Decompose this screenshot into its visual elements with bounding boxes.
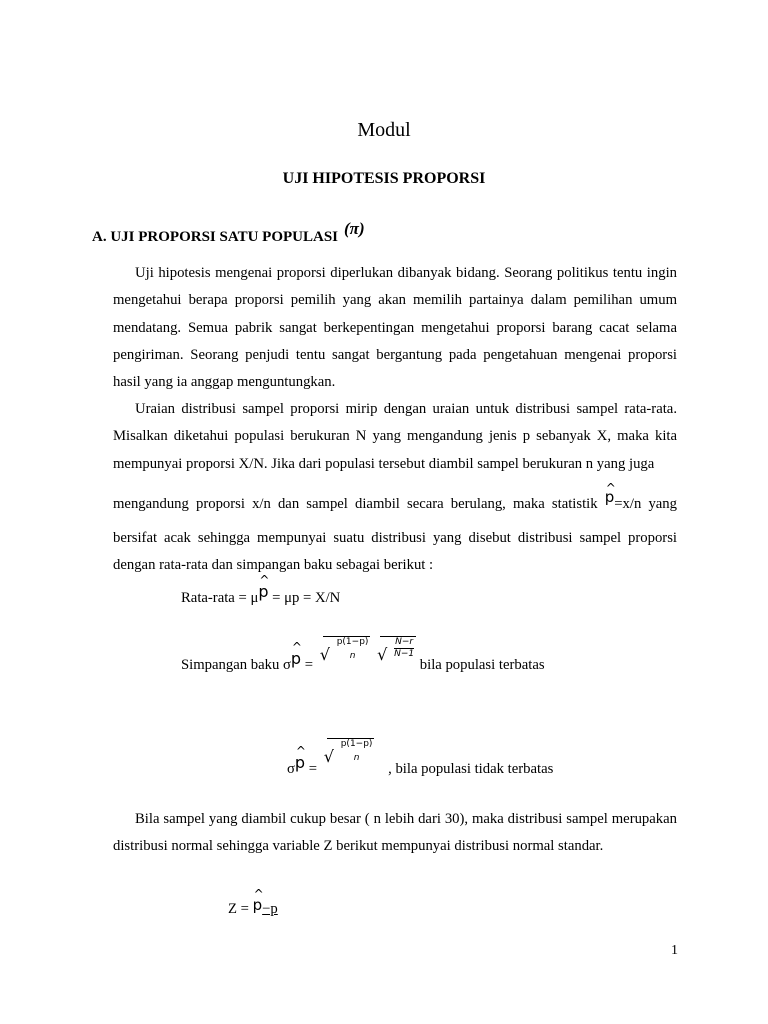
paragraph-2a: Uraian distribusi sampel proporsi mirip dengan uraian untuk distribusi sampel rata-rata. Misalkan diketahui populasi berukuran N yang mengandung jenis p sebanyak X, maka kita mempunyai proporsi X/N. Jika dari populasi tersebut diambil sampel berukuran n yang juga [113, 401, 677, 472]
fraction-2-denominator: N−1 [394, 649, 415, 659]
infinite-population-label: , bila populasi tidak terbatas [388, 761, 554, 777]
equals-sign: = [305, 761, 321, 777]
fraction-3-denominator: n [353, 753, 360, 763]
p-hat-symbol: ^ p [605, 484, 615, 511]
equals-sign: = [301, 657, 317, 673]
sqrt-fraction-3 [327, 738, 375, 763]
module-title: Modul [357, 119, 411, 141]
sigma-symbol: σ [287, 761, 295, 777]
sqrt-fraction-1 [323, 636, 371, 661]
std-dev-infinite-formula [287, 738, 554, 777]
finite-population-label: bila populasi terbatas [419, 657, 545, 673]
std-dev-finite-formula [181, 636, 545, 673]
fraction-1-denominator: n [349, 651, 356, 661]
p-hat-symbol: ^ p [258, 582, 268, 601]
paragraph-1: Uji hipotesis mengenai proporsi diperlukan dibanyak bidang. Seorang politikus tentu ingin mengetahui berapa proporsi pemilih yang akan memilih partainya dalam pemilihan umum mendatang. Semua pabrik sangat berkepentingan mengetahui proporsi barang cacat selama pengiriman. Seorang penjudi tentu sangat bergantung pada pengetahuan mengenai proporsi hasil yang ia anggap menguntungkan. [113, 265, 677, 391]
z-formula-suffix: −p [262, 901, 278, 917]
p-hat-symbol: ^ p [253, 896, 263, 914]
fraction-3-numerator: √ p(1−p) [340, 739, 373, 749]
std-dev-prefix: Simpangan baku σ [181, 657, 291, 673]
z-formula [228, 893, 278, 917]
p-hat-symbol: ^ p [295, 753, 305, 772]
page-number: 1 [671, 943, 678, 958]
fraction-1-numerator: √ p(1−p) [336, 637, 369, 647]
sqrt-fraction-2 [380, 636, 416, 659]
p-hat-symbol: ^ p [291, 649, 301, 668]
fraction-2-numerator: √ N−r [395, 637, 414, 647]
paragraph-2b [113, 490, 677, 518]
paragraph-2b-text: mengandung proporsi x/n dan sampel diambil secara berulang, maka statistik [113, 496, 598, 512]
z-formula-prefix: Z = [228, 901, 253, 917]
section-a-heading [92, 219, 365, 246]
paragraph-2c: bersifat acak sehingga mempunyai suatu distribusi yang disebut distribusi sampel proporsi dengan rata-rata dan simpangan baku sebagai berikut : [113, 530, 677, 574]
section-a-title: A. UJI PROPORSI SATU POPULASI [92, 229, 338, 245]
document-subtitle: UJI HIPOTESIS PROPORSI [282, 170, 486, 187]
mean-formula-prefix: Rata-rata = μ [181, 590, 259, 606]
paragraph-3: Bila sampel yang diambil cukup besar ( n lebih dari 30), maka distribusi sampel merupakan distribusi normal sehingga variable Z berikut mempunyai distribusi normal standar. [113, 811, 677, 855]
paragraph-2b-suffix: =x/n yang [614, 496, 677, 512]
mean-formula [181, 582, 341, 607]
pi-symbol: (π) [344, 219, 365, 238]
mean-formula-suffix: = μp = X/N [268, 590, 341, 606]
